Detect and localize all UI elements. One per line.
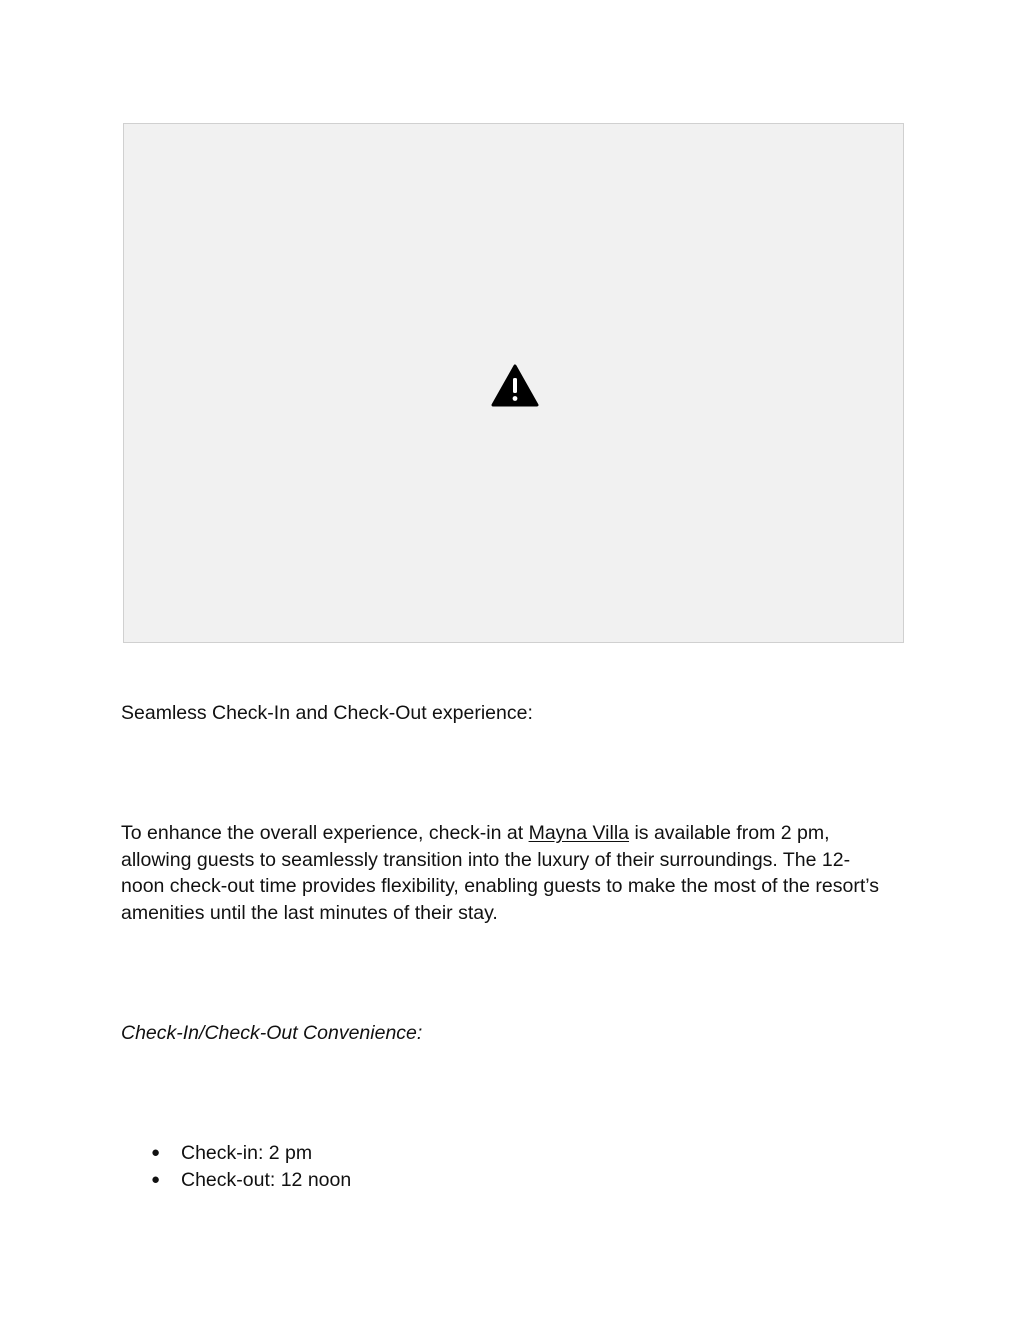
list-item-check-out: ● Check-out: 12 noon [121,1167,351,1194]
mayna-villa-link[interactable]: Mayna Villa [528,822,630,844]
convenience-heading: Check-In/Check-Out Convenience: [121,1022,423,1044]
convenience-list [121,1140,351,1193]
paragraph-text-start: To enhance the overall experience, check-in at [121,822,529,844]
list-item-check-in: ● Check-in: 2 pm [121,1140,351,1167]
body-paragraph [121,820,881,926]
paragraph-text-end: is available from 2 pm, allowing guests to seamlessly transition into the luxury of their surroundings. The 12-noon check-out time provides flexibility, enabling guests to make the most of the resort’s amenities until the last minutes of their stay. [121,822,879,924]
warning-icon [491,364,539,407]
section-heading: Seamless Check-In and Check-Out experience: [121,702,533,724]
